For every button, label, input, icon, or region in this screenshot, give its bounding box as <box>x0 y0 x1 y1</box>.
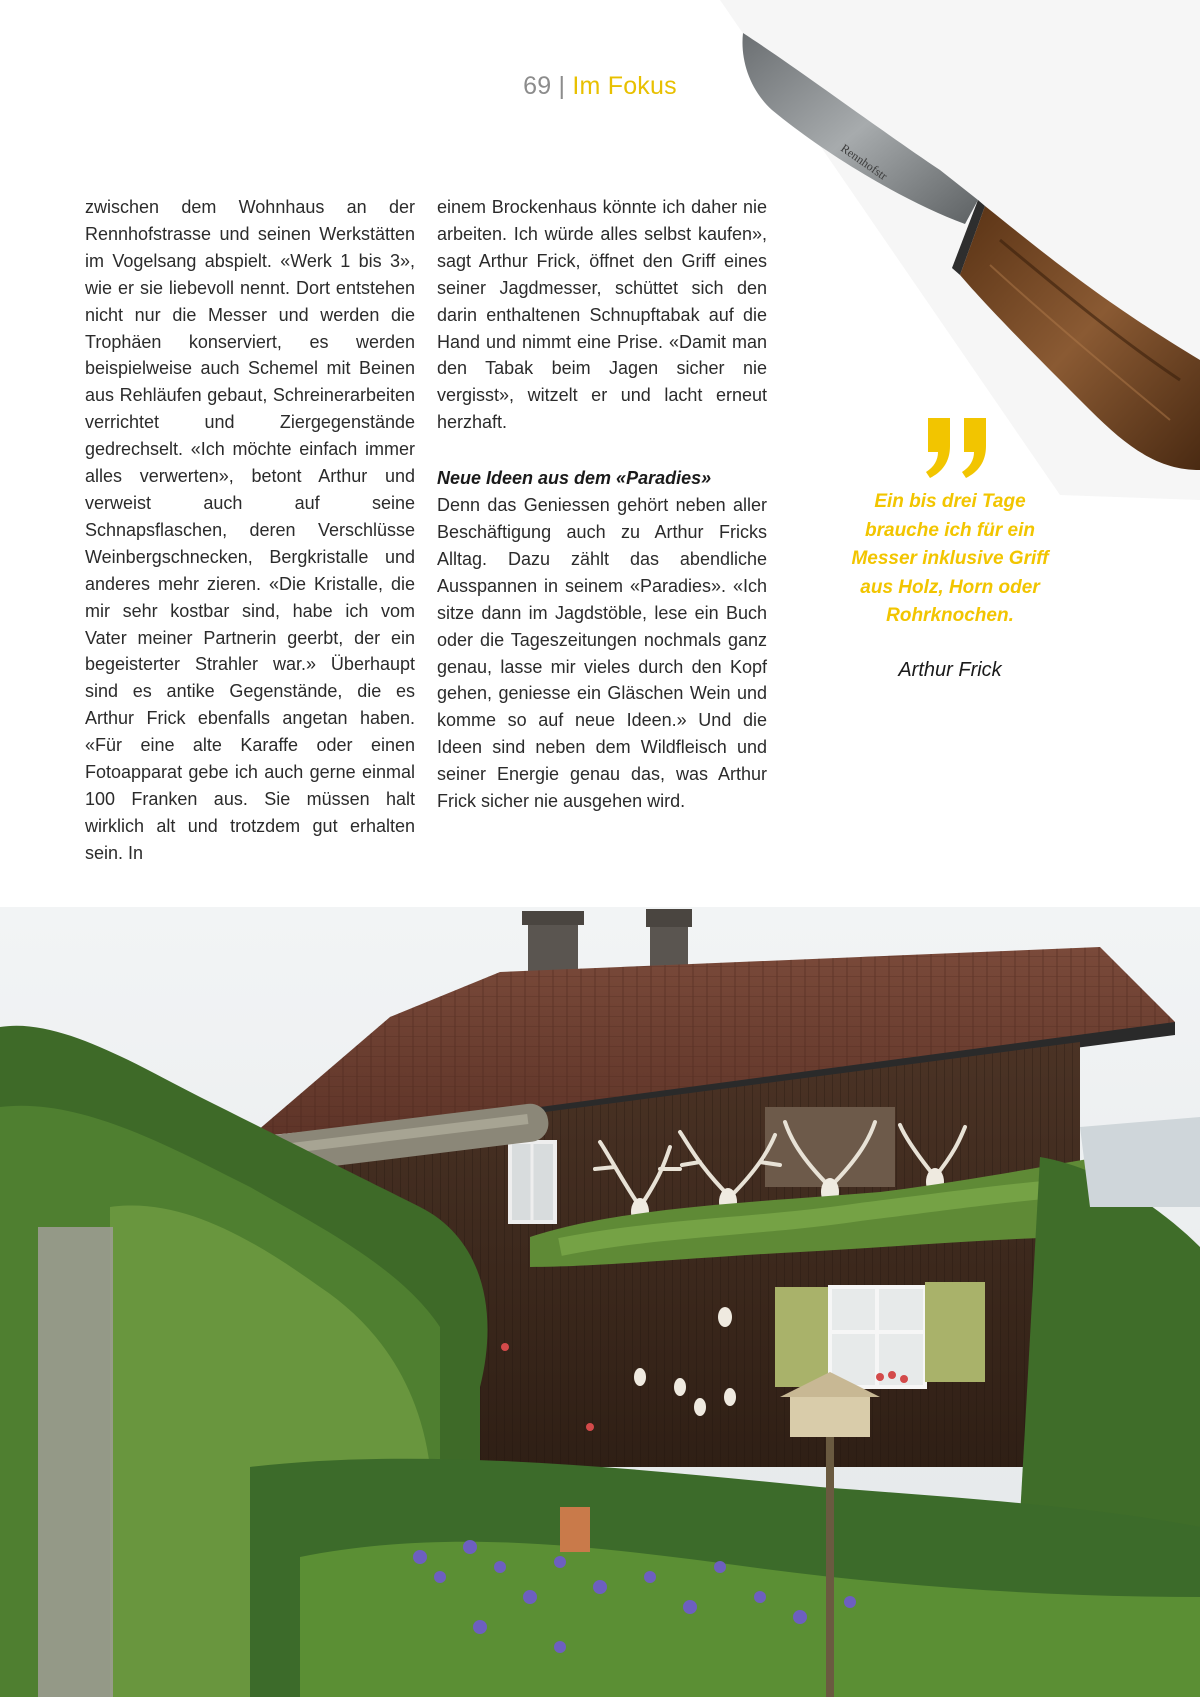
house-photo <box>0 907 1200 1697</box>
column-2-body: Denn das Geniessen gehört neben aller Beschäftigung auch zu Arthur Fricks Alltag. Dazu zählt das abendliche Ausspannen in seinem «Paradies». «Ich sitze dann im Jagdstöble, lese ein Buch oder die Tageszeitungen nochmals ganz genau, lasse mir vieles durch den Kopf gehen, geniesse ein Gläschen Wein und komme so auf neue Ideen.» Und die Ideen sind neben dem Wildfleisch und seiner Energie genau das, was Arthur Frick sicher nie ausgehen wird. <box>437 495 767 812</box>
section-title: Im Fokus <box>572 72 677 100</box>
pull-quote: Ein bis drei Tage brauche ich für ein Messer inklusive Griff aus Holz, Horn oder Rohrknochen. <box>851 491 1049 626</box>
article-column-2 <box>437 194 767 815</box>
column-1-text: zwischen dem Wohnhaus an der Rennhofstrasse und seinen Werkstätten im Vogelsang abspielt. «Werk 1 bis 3», wie er sie liebevoll nennt. Dort entstehen nicht nur die Messer und werden die Trophäen konserviert, es werden beispielweise auch Schemel mit Beinen aus Rehläufen gebaut, Schreinerarbeiten verrichtet und Ziergegenstände gedrechselt. «Ich möchte einfach immer alles verwerten», betont Arthur und verweist auch auf seine Schnapsflaschen, deren Verschlüsse Weinbergschnecken, Bergkristalle und anderes mehr zieren. «Die Kristalle, die mir sehr kostbar sind, habe ich vom Vater meiner Partnerin geerbt, der ein begeisterter Strahler war.» Überhaupt sind es antike Gegenstände, die es Arthur Frick ebenfalls angetan haben. «Für eine alte Karaffe oder einen Fotoapparat gebe ich auch gerne einmal 100 Franken aus. Sie müssen halt wirklich alt und trotzdem gut erhalten sein. In <box>85 197 415 863</box>
quote-attribution: Arthur Frick <box>898 659 1002 681</box>
subheading: Neue Ideen aus dem «Paradies» <box>437 468 712 489</box>
svg-text:Rennhofstr: Rennhofstr <box>838 140 890 184</box>
page-number: 69 <box>523 72 552 100</box>
column-2-intro: einem Brockenhaus könnte ich daher nie arbeiten. Ich würde alles selbst kaufen», sagt Arthur Frick, öffnet den Griff eines seiner Jagdmesser, schüttet sich den darin enthaltenen Schnupftabak auf die Hand und nimmt eine Prise. «Damit man den Tabak beim Jagen sicher nie vergisst», witzelt er und lacht erneut herzhaft. <box>437 197 767 433</box>
article-column-1 <box>85 194 415 867</box>
quote-mark-icon <box>900 418 1000 478</box>
header-separator: | <box>558 72 566 100</box>
